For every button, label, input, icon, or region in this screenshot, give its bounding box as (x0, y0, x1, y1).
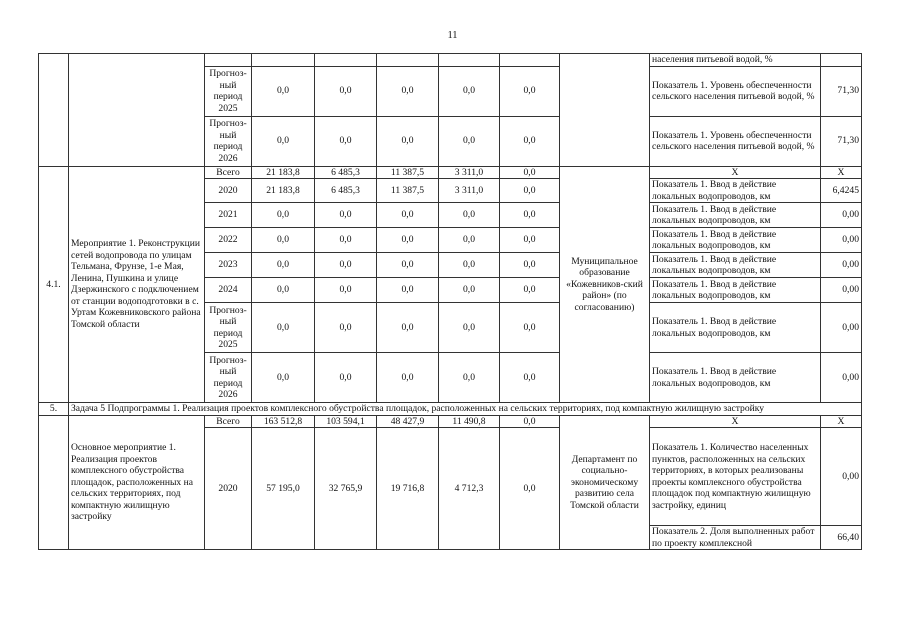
target-cell: 0,00 (821, 228, 862, 253)
value-cell: 0,0 (500, 428, 560, 550)
value-cell (500, 54, 560, 67)
value-cell: 0,0 (439, 116, 500, 166)
value-cell: 0,0 (500, 116, 560, 166)
target-cell: 0,00 (821, 253, 862, 278)
period-cell: Прогноз-ный период 2025 (205, 303, 252, 353)
value-cell (315, 54, 377, 67)
period-cell: 2020 (205, 179, 252, 203)
value-cell: 11 387,5 (377, 166, 439, 179)
table-row (39, 54, 862, 67)
target-cell: Х (821, 415, 862, 428)
indicator-cell: Показатель 2. Доля выполненных работ по проекту комплексной (650, 526, 821, 550)
indicator-cell: Показатель 1. Ввод в действие локальных водопроводов, км (650, 228, 821, 253)
value-cell: 0,0 (439, 303, 500, 353)
value-cell: 11 490,8 (439, 415, 500, 428)
table-row (39, 166, 862, 179)
indicator-cell: населения питьевой водой, % (650, 54, 821, 67)
row-number-cell: 4.1. (39, 166, 69, 403)
value-cell: 0,0 (315, 278, 377, 303)
executor-cell: Муниципальное образование «Кожевников-ский район» (по согласованию) (560, 166, 650, 403)
value-cell: 0,0 (377, 66, 439, 116)
value-cell: 0,0 (377, 253, 439, 278)
value-cell: 0,0 (500, 203, 560, 228)
indicator-cell: Х (650, 415, 821, 428)
period-cell: 2022 (205, 228, 252, 253)
indicator-cell: Показатель 1. Ввод в действие локальных водопроводов, км (650, 278, 821, 303)
value-cell: 6 485,3 (315, 166, 377, 179)
value-cell (252, 54, 315, 67)
value-cell: 0,0 (500, 179, 560, 203)
executor-cell: Департамент по социально-экономическому развитию села Томской области (560, 415, 650, 550)
value-cell: 0,0 (439, 253, 500, 278)
period-cell (205, 54, 252, 67)
value-cell: 0,0 (377, 353, 439, 403)
value-cell: 0,0 (500, 278, 560, 303)
period-cell: Прогноз-ный период 2026 (205, 116, 252, 166)
value-cell: 0,0 (439, 353, 500, 403)
indicator-cell: Х (650, 166, 821, 179)
value-cell: 32 765,9 (315, 428, 377, 550)
value-cell: 0,0 (252, 203, 315, 228)
value-cell: 0,0 (315, 203, 377, 228)
value-cell: 0,0 (500, 166, 560, 179)
value-cell: 6 485,3 (315, 179, 377, 203)
program-table (38, 53, 862, 550)
indicator-cell: Показатель 1. Уровень обеспеченности сельского населения питьевой водой, % (650, 66, 821, 116)
value-cell: 0,0 (315, 353, 377, 403)
indicator-cell: Показатель 1. Ввод в действие локальных водопроводов, км (650, 303, 821, 353)
value-cell: 0,0 (500, 353, 560, 403)
value-cell: 57 195,0 (252, 428, 315, 550)
value-cell: 0,0 (500, 228, 560, 253)
value-cell: 0,0 (315, 116, 377, 166)
value-cell: 0,0 (439, 66, 500, 116)
measure-name-cell (69, 54, 205, 167)
value-cell: 0,0 (377, 278, 439, 303)
period-cell: Прогноз-ный период 2026 (205, 353, 252, 403)
target-cell (821, 54, 862, 67)
target-cell: 0,00 (821, 303, 862, 353)
value-cell: 0,0 (500, 253, 560, 278)
value-cell: 0,0 (315, 303, 377, 353)
target-cell: 71,30 (821, 66, 862, 116)
value-cell: 0,0 (252, 228, 315, 253)
page-number: 11 (447, 30, 458, 41)
period-cell: 2024 (205, 278, 252, 303)
period-cell: 2023 (205, 253, 252, 278)
target-cell: 0,00 (821, 278, 862, 303)
value-cell: 0,0 (500, 66, 560, 116)
value-cell: 4 712,3 (439, 428, 500, 550)
target-cell: 71,30 (821, 116, 862, 166)
measure-name-cell: Основное мероприятие 1. Реализация проектов комплексного обустройства площадок, расположенных на сельских территориях, под компактную жилищную застройку (69, 415, 205, 550)
value-cell: 163 512,8 (252, 415, 315, 428)
row-number-cell (39, 54, 69, 167)
value-cell: 19 716,8 (377, 428, 439, 550)
value-cell: 3 311,0 (439, 179, 500, 203)
row-number-cell: 5. (39, 403, 69, 416)
table-row (39, 415, 862, 428)
row-number-cell (39, 415, 69, 550)
value-cell: 0,0 (377, 228, 439, 253)
value-cell: 0,0 (252, 278, 315, 303)
period-cell: 2021 (205, 203, 252, 228)
period-cell: 2020 (205, 428, 252, 550)
period-cell: Всего (205, 415, 252, 428)
value-cell: 3 311,0 (439, 166, 500, 179)
task-title-cell: Задача 5 Подпрограммы 1. Реализация проектов комплексного обустройства площадок, расположенных на сельских территориях, под компактную жилищную застройку (69, 403, 862, 416)
value-cell: 0,0 (252, 116, 315, 166)
value-cell: 0,0 (500, 415, 560, 428)
indicator-cell: Показатель 1. Ввод в действие локальных водопроводов, км (650, 353, 821, 403)
value-cell: 0,0 (439, 228, 500, 253)
value-cell (439, 54, 500, 67)
target-cell: 66,40 (821, 526, 862, 550)
indicator-cell: Показатель 1. Количество населенных пунктов, расположенных на сельских территориях, в которых реализованы проекты комплексного обустройства площадок под компактную жилищную застройку, единиц (650, 428, 821, 526)
period-cell: Прогноз-ный период 2025 (205, 66, 252, 116)
table-row (39, 403, 862, 416)
value-cell: 0,0 (439, 278, 500, 303)
value-cell: 0,0 (439, 203, 500, 228)
target-cell: Х (821, 166, 862, 179)
target-cell: 0,00 (821, 203, 862, 228)
value-cell: 21 183,8 (252, 179, 315, 203)
value-cell: 11 387,5 (377, 179, 439, 203)
period-cell: Всего (205, 166, 252, 179)
target-cell: 0,00 (821, 428, 862, 526)
value-cell (377, 54, 439, 67)
indicator-cell: Показатель 1. Ввод в действие локальных водопроводов, км (650, 253, 821, 278)
indicator-cell: Показатель 1. Ввод в действие локальных водопроводов, км (650, 179, 821, 203)
value-cell: 0,0 (315, 66, 377, 116)
value-cell: 0,0 (500, 303, 560, 353)
value-cell: 0,0 (252, 66, 315, 116)
measure-name-cell: Мероприятие 1. Реконструкции сетей водопровода по улицам Тельмана, Фрунзе, 1-е Мая, Ленина, Пушкина и улице Дзержинского с подключением от станции водоподготовки в с. Уртам Кожевниковского района Томской области (69, 166, 205, 403)
value-cell: 0,0 (252, 303, 315, 353)
indicator-cell: Показатель 1. Уровень обеспеченности сельского населения питьевой водой, % (650, 116, 821, 166)
value-cell: 0,0 (252, 253, 315, 278)
value-cell: 48 427,9 (377, 415, 439, 428)
executor-cell (560, 54, 650, 167)
value-cell: 0,0 (377, 303, 439, 353)
target-cell: 6,4245 (821, 179, 862, 203)
value-cell: 0,0 (315, 228, 377, 253)
target-cell: 0,00 (821, 353, 862, 403)
value-cell: 0,0 (377, 116, 439, 166)
value-cell: 0,0 (252, 353, 315, 403)
value-cell: 0,0 (315, 253, 377, 278)
indicator-cell: Показатель 1. Ввод в действие локальных водопроводов, км (650, 203, 821, 228)
value-cell: 0,0 (377, 203, 439, 228)
value-cell: 21 183,8 (252, 166, 315, 179)
value-cell: 103 594,1 (315, 415, 377, 428)
